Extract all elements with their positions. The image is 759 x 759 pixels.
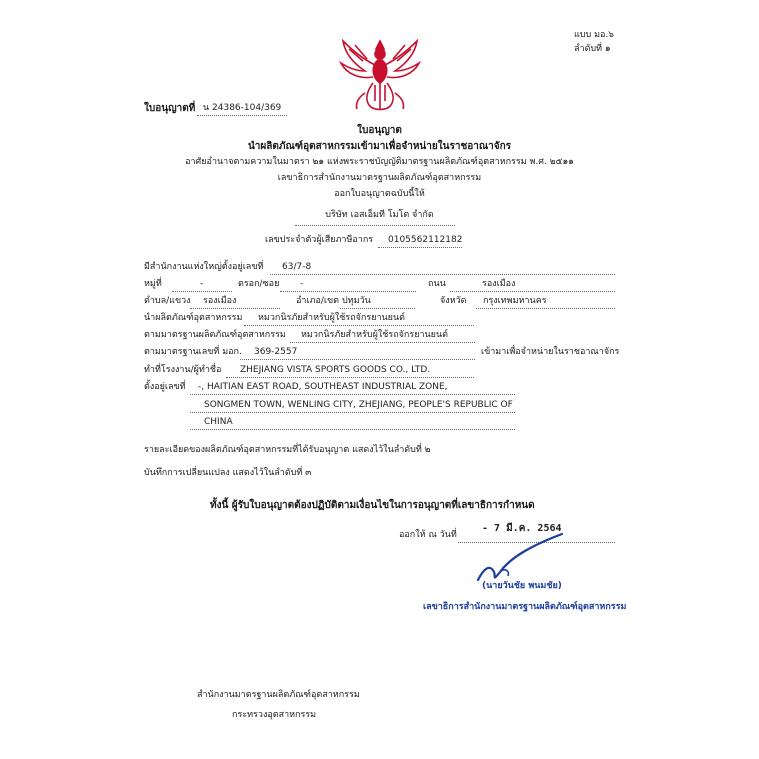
road-label: ถนน	[428, 279, 446, 289]
moo-value: -	[200, 279, 204, 289]
changes-note: บันทึกการเปลี่ยนแปลง แสดงไว้ในลำดับที่ ๓	[144, 468, 312, 478]
condition-note: ทั้งนี้ ผู้รับใบอนุญาตต้องปฏิบัติตามเงื่อนไขในการอนุญาตที่เลขาธิการกำหนด	[210, 500, 535, 511]
form-code: แบบ มอ.๖	[574, 30, 614, 40]
standard-no-label: ตามมาตรฐานเลขที่ มอก.	[144, 347, 242, 357]
standard-label: ตามมาตรฐานผลิตภัณฑ์อุตสาหกรรม	[144, 330, 286, 340]
signer-name: (นายวันชัย พนมชัย)	[482, 581, 562, 591]
factory-address-line2: SONGMEN TOWN, WENLING CITY, ZHEJIANG, PEOPLE'S REPUBLIC OF	[204, 400, 513, 410]
secretary-line: เลขาธิการสำนักงานมาตรฐานผลิตภัณฑ์อุตสาหกรรม	[277, 173, 482, 183]
tambon-value: รองเมือง	[203, 296, 237, 306]
factory-label: ทำที่โรงงาน/ผู้ทำชื่อ	[144, 365, 222, 375]
soi-label: ตรอก/ซอย	[238, 279, 280, 289]
footer-office: สำนักงานมาตรฐานผลิตภัณฑ์อุตสาหกรรม	[197, 690, 360, 700]
soi-value: -	[300, 279, 304, 289]
doc-title: ใบอนุญาต	[357, 125, 402, 136]
amphoe-value: ปทุมวัน	[342, 296, 371, 306]
license-no-value: น 24386-104/369	[203, 103, 282, 113]
province-label: จังหวัด	[440, 296, 467, 306]
tax-id-value: 0105562112182	[388, 235, 463, 245]
road-value: รองเมือง	[482, 279, 516, 289]
standard-no-value: 369-2557	[254, 347, 298, 357]
office-value: 63/7-8	[282, 262, 312, 272]
factory-address-line1: -, HAITIAN EAST ROAD, SOUTHEAST INDUSTRIAL ZONE,	[198, 382, 448, 392]
signature	[470, 528, 570, 588]
tax-id-label: เลขประจำตัวผู้เสียภาษีอากร	[265, 235, 374, 245]
sequence-number: ลำดับที่ ๑	[574, 44, 611, 54]
tambon-label: ตำบล/แขวง	[144, 296, 191, 306]
signer-title: เลขาธิการสำนักงานมาตรฐานผลิตภัณฑ์อุตสาหกรรม	[423, 602, 627, 612]
factory-address-line3: CHINA	[204, 417, 233, 427]
factory-address-label: ตั้งอยู่เลขที่	[144, 382, 186, 392]
moo-label: หมู่ที่	[144, 279, 162, 289]
amphoe-label: อำเภอ/เขต	[296, 296, 339, 306]
license-no-label: ใบอนุญาตที่	[144, 103, 196, 114]
standard-value: หมวกนิรภัยสำหรับผู้ใช้รถจักรยานยนต์	[301, 330, 448, 340]
product-label: นำผลิตภัณฑ์อุตสาหกรรม	[144, 313, 243, 323]
import-purpose: เข้ามาเพื่อจำหน่ายในราชอาณาจักร	[481, 347, 620, 357]
factory-name: ZHEJIANG VISTA SPORTS GOODS CO., LTD.	[240, 365, 431, 375]
authority-line: อาศัยอำนาจตามความในมาตรา ๒๑ แห่งพระราชบัญญัติมาตรฐานผลิตภัณฑ์อุตสาหกรรม พ.ศ. ๒๕๑๑	[185, 157, 574, 167]
details-note: รายละเอียดของผลิตภัณฑ์อุตสาหกรรมที่ได้รับอนุญาต แสดงไว้ในลำดับที่ ๒	[144, 445, 431, 455]
issue-to-line: ออกใบอนุญาตฉบับนี้ให้	[334, 189, 425, 199]
garuda-emblem	[335, 35, 425, 115]
footer-ministry: กระทรวงอุตสาหกรรม	[232, 710, 317, 720]
company-name: บริษัท เอสเอ็มที โมโต จำกัด	[325, 210, 434, 220]
issue-date-stamp: - 7 มี.ค. 2564	[482, 523, 562, 534]
product-value: หมวกนิรภัยสำหรับผู้ใช้รถจักรยานยนต์	[258, 313, 405, 323]
doc-subtitle: นำผลิตภัณฑ์อุตสาหกรรมเข้ามาเพื่อจำหน่ายในราชอาณาจักร	[247, 141, 512, 152]
issue-date-label: ออกให้ ณ วันที่	[399, 530, 457, 540]
province-value: กรุงเทพมหานคร	[483, 296, 547, 306]
office-label: มีสำนักงานแห่งใหญ่ตั้งอยู่เลขที่	[144, 262, 264, 272]
